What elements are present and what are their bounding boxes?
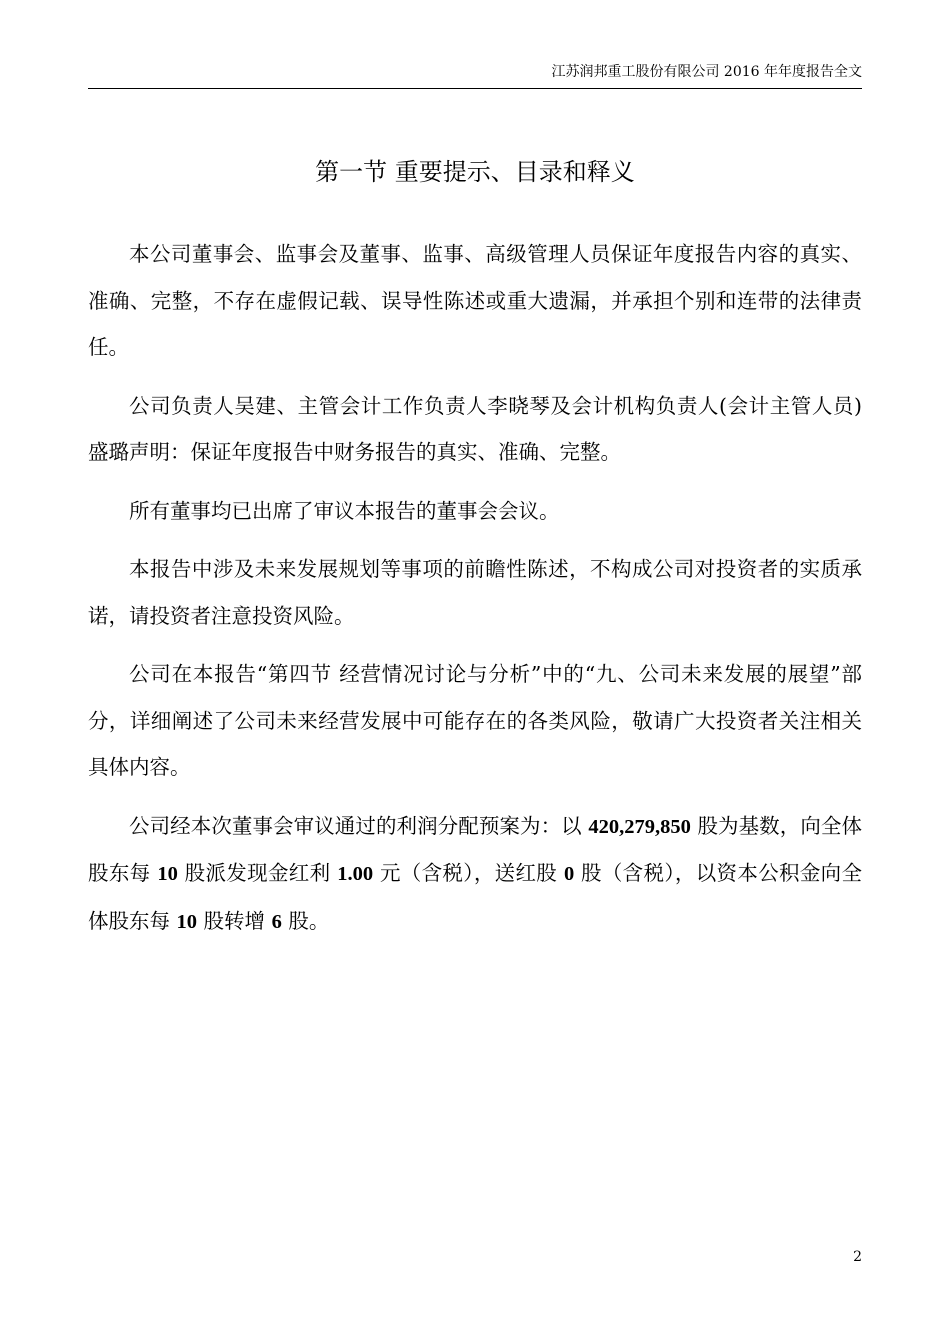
base-share-count: 420,279,850 xyxy=(588,815,691,838)
profit-text-3: 股派发现金红利 xyxy=(177,861,338,885)
paragraph-officers-statement: 公司负责人吴建、主管会计工作负责人李晓琴及会计机构负责人(会计主管人员)盛璐声明：保证年度报告中财务报告的真实、准确、完整。 xyxy=(88,393,862,464)
profit-text-4: 元（含税），送红股 xyxy=(373,861,564,885)
profit-text-1: 公司经本次董事会审议通过的利润分配预案为：以 xyxy=(129,813,589,838)
transfer-basis: 10 xyxy=(176,910,198,933)
paragraph-profit-distribution xyxy=(88,803,862,946)
bonus-share-count: 0 xyxy=(563,863,575,885)
profit-text-7: 股。 xyxy=(281,908,330,933)
running-header: 江苏润邦重工股份有限公司 2016 年年度报告全文 xyxy=(551,64,862,80)
cash-dividend-amount: 1.00 xyxy=(337,863,374,885)
paragraph-directors-attendance: 所有董事均已出席了审议本报告的董事会会议。 xyxy=(129,498,560,523)
profit-text-5: 股（含税），以资本公积金向全体股东每 xyxy=(88,861,862,933)
body-text xyxy=(88,231,862,957)
paragraph-forward-looking: 本报告中涉及未来发展规划等事项的前瞻性陈述，不构成公司对投资者的实质承诺，请投资者注意投资风险。 xyxy=(88,557,862,628)
transfer-share-count: 6 xyxy=(271,910,282,933)
profit-text-2: 股为基数，向全体股东每 xyxy=(88,813,862,885)
section-title: 第一节 重要提示、目录和释义 xyxy=(315,158,635,186)
paragraph-risk-reference: 公司在本报告“第四节 经营情况讨论与分析”中的“九、公司未来发展的展望”部分，详细阐述了公司未来经营发展中可能存在的各类风险，敬请广大投资者关注相关具体内容。 xyxy=(88,662,862,779)
profit-text-6: 股转增 xyxy=(197,908,272,933)
paragraph-board-guarantee: 本公司董事会、监事会及董事、监事、高级管理人员保证年度报告内容的真实、准确、完整，不存在虚假记载、误导性陈述或重大遗漏，并承担个别和连带的法律责任。 xyxy=(88,242,862,359)
page-number: 2 xyxy=(853,1249,862,1265)
header-rule xyxy=(88,88,862,89)
per-share-basis: 10 xyxy=(157,863,178,885)
